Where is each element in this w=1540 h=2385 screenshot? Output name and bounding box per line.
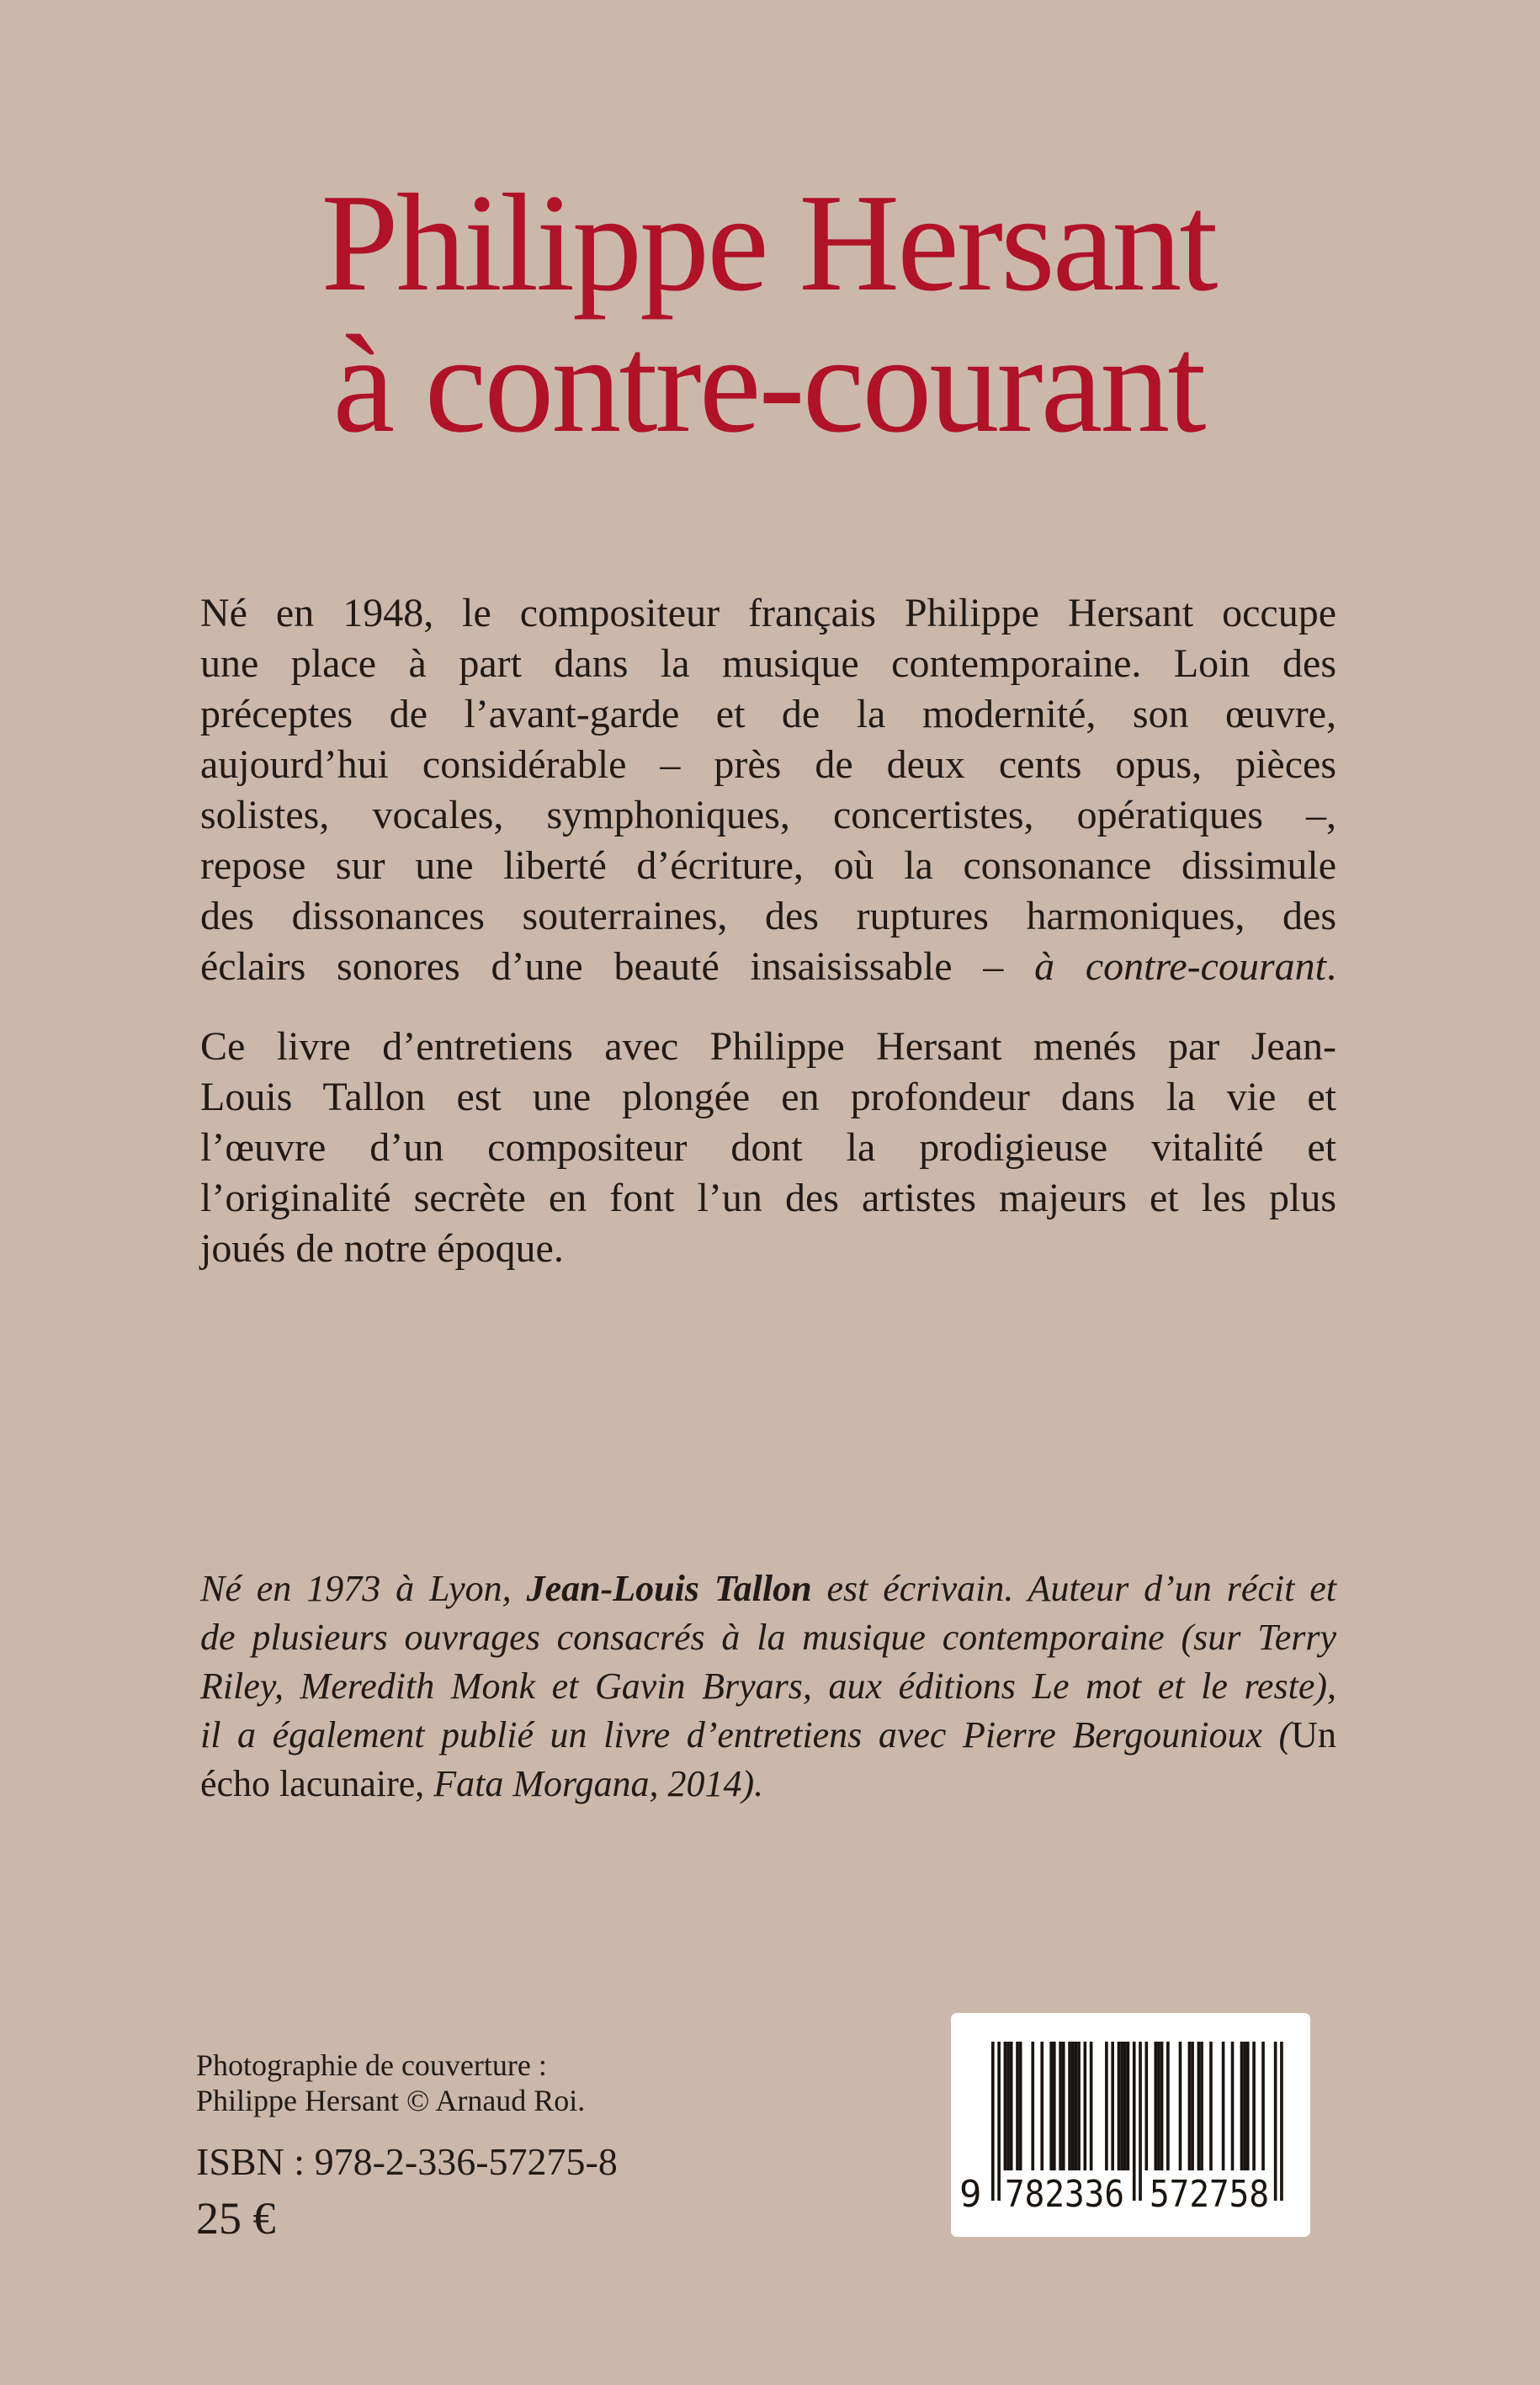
text-segment: repose sur une liberté d’écriture, où la consonance dissimule bbox=[200, 843, 1336, 888]
text-segment: écho lacunaire, bbox=[200, 1763, 425, 1804]
text-segment: de plusieurs ouvrages consacrés à la musique contemporaine (sur Terry bbox=[200, 1617, 1336, 1658]
text-segment: est écrivain. Auteur d’un récit et bbox=[811, 1568, 1336, 1609]
book-title bbox=[198, 165, 1339, 461]
text-segment: Riley, Meredith Monk et Gavin Bryars, aux éditions Le mot et le reste), bbox=[200, 1665, 1336, 1707]
text-line bbox=[200, 790, 1336, 841]
text-segment: des dissonances souterraines, des ruptures harmoniques, des bbox=[200, 894, 1336, 938]
text-segment: éclairs sonores d’une beauté insaisissable – bbox=[200, 944, 1035, 989]
text-segment: préceptes de l’avant-garde et de la modernité, son œuvre, bbox=[200, 692, 1336, 736]
text-segment: , 2014). bbox=[649, 1763, 764, 1804]
text-segment: une place à part dans la musique contemporaine. Loin des bbox=[200, 641, 1336, 686]
text-segment: solistes, vocales, symphoniques, concertistes, opératiques –, bbox=[200, 793, 1336, 837]
text-line bbox=[200, 1072, 1336, 1123]
text-segment: . bbox=[1326, 944, 1336, 989]
text-segment: Né en 1973 à Lyon, bbox=[200, 1568, 527, 1609]
text-segment: il a également publié un livre d’entretiens avec Pierre Bergounioux ( bbox=[200, 1714, 1292, 1756]
text-line bbox=[200, 1173, 1336, 1224]
text-line bbox=[200, 639, 1336, 689]
synopsis-paragraph-2 bbox=[200, 1022, 1336, 1274]
synopsis-paragraph-1 bbox=[200, 588, 1336, 992]
text-line bbox=[200, 1224, 1336, 1274]
text-line bbox=[200, 1123, 1336, 1173]
text-segment: Un bbox=[1291, 1714, 1336, 1756]
text-line bbox=[200, 841, 1336, 891]
text-segment: Fata Morgana bbox=[433, 1763, 650, 1804]
text-line bbox=[200, 1711, 1336, 1760]
book-title-line1: Philippe Hersant bbox=[321, 165, 1216, 320]
text-line bbox=[200, 1662, 1336, 1711]
barcode-graphic bbox=[951, 2013, 1310, 2237]
text-line bbox=[200, 689, 1336, 740]
text-segment: Ce livre d’entretiens avec Philippe Hersant menés par Jean- bbox=[200, 1024, 1336, 1069]
text-line bbox=[200, 588, 1336, 639]
author-bio-paragraph bbox=[200, 1564, 1336, 1809]
text-segment: Louis Tallon est une plongée en profondeur dans la vie et bbox=[200, 1075, 1336, 1119]
text-line bbox=[200, 1760, 1336, 1809]
text-line bbox=[200, 740, 1336, 790]
text-line bbox=[200, 891, 1336, 942]
text-line bbox=[200, 942, 1336, 992]
photo-credit bbox=[196, 2048, 585, 2118]
text-segment: l’originalité secrète en font l’un des artistes majeurs et les plus bbox=[200, 1176, 1336, 1220]
isbn-number: ISBN : 978-2-336-57275-8 bbox=[196, 2140, 618, 2183]
text-segment: joués de notre époque. bbox=[200, 1226, 564, 1271]
barcode-digits: 572758 bbox=[1150, 2173, 1269, 2216]
text-segment: l’œuvre d’un compositeur dont la prodigieuse vitalité et bbox=[200, 1125, 1336, 1170]
book-title-line2: à contre-courant bbox=[332, 306, 1204, 461]
text-segment: aujourd’hui considérable – près de deux cents opus, pièces bbox=[200, 742, 1336, 787]
ean13-barcode bbox=[951, 2013, 1310, 2237]
barcode-digits: 782336 bbox=[1005, 2173, 1124, 2216]
photo-credit-line2: Philippe Hersant © Arnaud Roi. bbox=[196, 2084, 586, 2117]
photo-credit-line1: Photographie de couverture : bbox=[196, 2048, 547, 2082]
barcode-digits: 9 bbox=[959, 2173, 982, 2216]
price-label: 25 € bbox=[196, 2193, 276, 2244]
text-line bbox=[200, 1564, 1336, 1613]
text-segment: à contre-courant bbox=[1034, 944, 1326, 989]
text-line bbox=[200, 1613, 1336, 1662]
text-segment: Né en 1948, le compositeur français Philippe Hersant occupe bbox=[200, 591, 1336, 635]
text-segment: Jean-Louis Tallon bbox=[526, 1568, 812, 1609]
text-segment bbox=[424, 1763, 433, 1804]
text-line bbox=[200, 1022, 1336, 1072]
